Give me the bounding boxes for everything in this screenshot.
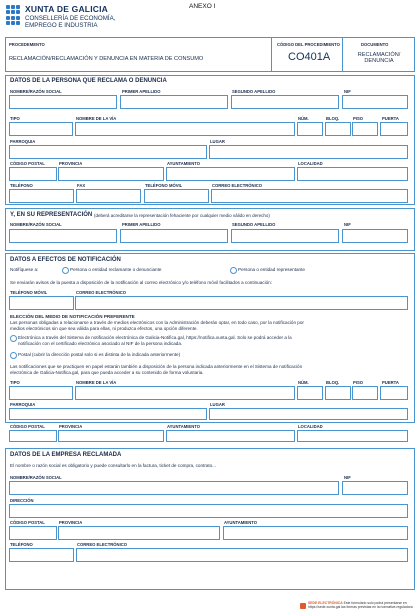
label-council: AYUNTAMIENTO xyxy=(167,161,200,166)
notif-label-door: PUERTA xyxy=(382,380,399,385)
rep-surname2-field[interactable] xyxy=(231,229,339,243)
xunta-logo-icon xyxy=(6,5,21,25)
company-label-address: DIRECCIÓN xyxy=(10,498,34,503)
radio-claimant[interactable] xyxy=(62,267,69,274)
claimant-name-field[interactable] xyxy=(9,95,117,109)
notif-street-field[interactable] xyxy=(75,386,295,400)
notif-email-label: CORREO ELECTRÓNICO xyxy=(76,290,127,295)
company-label-phone: TELÉFONO xyxy=(10,542,33,547)
department-name xyxy=(25,15,115,29)
claimant-province-field[interactable] xyxy=(58,167,164,181)
electronic-text-2: notificación con el certificado electrónico asociado al NIF de la persona indicada. xyxy=(18,341,183,346)
company-address-field[interactable] xyxy=(9,504,408,518)
label-province: PROVINCIA xyxy=(59,161,83,166)
notif-num-field[interactable] xyxy=(297,386,323,400)
label-block: BLOQ. xyxy=(326,116,340,121)
company-name-field[interactable] xyxy=(9,481,339,495)
claimant-num-field[interactable] xyxy=(297,122,323,136)
notif-council-field[interactable] xyxy=(166,430,295,442)
brand-name: XUNTA DE GALICIA xyxy=(25,4,109,14)
electronic-text-1: Electrónica a través del Sistema de notificación electrónica de Galicia-Notifica.gal, https://notifica.xunta.gal. Solo se podrá acceder a la xyxy=(18,335,292,340)
label-postal: CÓDIGO POSTAL xyxy=(10,161,45,166)
notif-place-field[interactable] xyxy=(209,408,408,420)
notif-label-province: PROVINCIA xyxy=(59,424,83,429)
notif-label-type: TIPO xyxy=(10,380,20,385)
notif-label-block: BLOQ. xyxy=(326,380,340,385)
company-province-field[interactable] xyxy=(58,526,220,540)
footer-line-2: https://sede.xunta.gal las formas previstas en la normativa reguladora xyxy=(308,605,413,609)
label-place: LUGAR xyxy=(210,139,225,144)
claimant-surname2-field[interactable] xyxy=(231,95,339,109)
document-type xyxy=(350,52,408,64)
notif-label-parish: PARROQUIA xyxy=(10,402,36,407)
label-mobile: TELÉFONO MÓVIL xyxy=(145,183,183,188)
choice-text-1: Las personas obligadas a relacionarse a través de medios electrónicos con la Administración deberán optar, en todo caso, por la notificación por xyxy=(10,320,304,325)
company-label-nif: NIF xyxy=(344,475,351,480)
procedure-title: RECLAMACIÓN/RECLAMACIÓN Y DENUNCIA EN MATERIA DE CONSUMO xyxy=(9,56,204,62)
claimant-door-field[interactable] xyxy=(380,122,408,136)
notif-label-postal: CÓDIGO POSTAL xyxy=(10,424,45,429)
info-text-2: electrónica de Galicia-Notifica.gal, para que pueda acceder a su contenido de forma voluntaria. xyxy=(10,370,204,375)
claimant-mobile-field[interactable] xyxy=(144,189,209,203)
rep-label-name: NOMBRE/RAZÓN SOCIAL xyxy=(10,222,62,227)
company-nif-field[interactable] xyxy=(342,481,408,495)
radio-claimant-label: Persona o entidad reclamante o denunciante xyxy=(70,267,162,272)
annex-label: ANEXO I xyxy=(189,3,216,10)
label-nif: NIF xyxy=(344,89,351,94)
label-street: NOMBRE DE LA VÍA xyxy=(76,116,117,121)
label-parish: PARROQUIA xyxy=(10,139,36,144)
rep-name-field[interactable] xyxy=(9,229,117,243)
label-surname1: PRIMER APELLIDO xyxy=(122,89,161,94)
postal-option-text: Postal (cubrir la dirección postal solo si es distinta de la indicada anteriormente) xyxy=(18,352,181,357)
claimant-street-field[interactable] xyxy=(75,122,295,136)
procedure-code-label: CÓDIGO DEL PROCEDIMIENTO xyxy=(277,42,340,47)
notif-parish-field[interactable] xyxy=(9,408,207,420)
company-label-email: CORREO ELECTRÓNICO xyxy=(77,542,128,547)
notif-type-field[interactable] xyxy=(9,386,73,400)
notif-locality-field[interactable] xyxy=(297,430,408,442)
company-label-province: PROVINCIA xyxy=(59,520,83,525)
choice-text-2: medios electrónicos sin que sea válida para ellas, ni produzca efectos, una opción diferente. xyxy=(10,326,198,331)
label-door: PUERTA xyxy=(382,116,399,121)
radio-electronic[interactable] xyxy=(10,335,17,342)
rep-surname1-field[interactable] xyxy=(120,229,228,243)
claimant-surname1-field[interactable] xyxy=(120,95,228,109)
notif-label-locality: LOCALIDAD xyxy=(298,424,323,429)
radio-representative-label: Persona o entidad representante xyxy=(238,267,305,272)
notif-door-field[interactable] xyxy=(380,386,408,400)
document-type-line-2: DENUNCIA xyxy=(364,58,394,64)
claimant-type-field[interactable] xyxy=(9,122,73,136)
rep-label-nif: NIF xyxy=(344,222,351,227)
notif-province-field[interactable] xyxy=(58,430,164,442)
document-label: DOCUMENTO xyxy=(361,42,389,47)
department-line-1: CONSELLERÍA DE ECONOMÍA, xyxy=(25,15,116,22)
rep-label-surname1: PRIMER APELLIDO xyxy=(122,222,161,227)
notif-mobile-field[interactable] xyxy=(9,296,74,310)
footer-text xyxy=(308,601,413,609)
label-fax: FAX xyxy=(77,183,86,188)
claimant-nif-field[interactable] xyxy=(342,95,408,109)
claimant-phone-field[interactable] xyxy=(9,189,74,203)
radio-postal[interactable] xyxy=(10,352,17,359)
company-label-name: NOMBRE/RAZÓN SOCIAL xyxy=(10,475,62,480)
notif-floor-field[interactable] xyxy=(352,386,378,400)
notif-block-field[interactable] xyxy=(325,386,351,400)
document-type-line-1: RECLAMACIÓN/ xyxy=(357,52,401,58)
claimant-section-title: DATOS DE LA PERSONA QUE RECLAMA O DENUNCIA xyxy=(10,78,167,84)
label-num: NÚM. xyxy=(298,116,309,121)
claimant-fax-field[interactable] xyxy=(76,189,141,203)
label-phone: TELÉFONO xyxy=(10,183,33,188)
notify-to-label: Notifíquese a: xyxy=(10,267,39,272)
notice-text: Se enviarán avisos de la puesta a disposición de la notificación al correo electrónico y/o teléfono móvil facilitados a continuación: xyxy=(10,280,272,285)
procedure-code: CO401A xyxy=(288,51,331,63)
company-section-title: DATOS DE LA EMPRESA RECLAMADA xyxy=(10,452,122,458)
company-label-council: AYUNTAMIENTO xyxy=(224,520,257,525)
company-council-field[interactable] xyxy=(223,526,408,540)
claimant-locality-field[interactable] xyxy=(297,167,408,181)
department-line-2: EMPREGO E INDUSTRIA xyxy=(25,22,98,29)
label-type: TIPO xyxy=(10,116,20,121)
notif-label-street: NOMBRE DE LA VÍA xyxy=(76,380,117,385)
claimant-block-field[interactable] xyxy=(325,122,351,136)
sede-electronica-icon xyxy=(300,603,306,609)
notif-mobile-label: TELÉFONO MÓVIL xyxy=(10,290,48,295)
company-phone-field[interactable] xyxy=(9,548,74,562)
representative-section-title: Y, EN SU REPRESENTACIÓN xyxy=(10,212,93,218)
claimant-council-field[interactable] xyxy=(166,167,295,181)
notif-label-floor: PISO xyxy=(353,380,364,385)
rep-label-surname2: SEGUNDO APELLIDO xyxy=(232,222,276,227)
footer-sede-label: SEDE ELECTRÓNICA xyxy=(308,601,343,605)
footer-line-1: Este formulario solo podrá presentarse en xyxy=(343,601,407,605)
notif-label-council: AYUNTAMIENTO xyxy=(167,424,200,429)
label-name: NOMBRE/RAZÓN SOCIAL xyxy=(10,89,62,94)
company-section xyxy=(5,448,415,590)
notification-section-title: DATOS A EFECTOS DE NOTIFICACIÓN xyxy=(10,257,121,263)
claimant-floor-field[interactable] xyxy=(352,122,378,136)
claimant-parish-field[interactable] xyxy=(9,145,207,159)
procedure-header xyxy=(5,37,415,72)
choice-title: ELECCIÓN DEL MEDIO DE NOTIFICACIÓN PREFERENTE xyxy=(10,314,135,319)
label-email: CORREO ELECTRÓNICO xyxy=(212,183,263,188)
claimant-postal-field[interactable] xyxy=(9,167,57,181)
claimant-place-field[interactable] xyxy=(209,145,408,159)
company-postal-field[interactable] xyxy=(9,526,57,540)
representative-note: (deberá acreditarse la representación fehaciente por cualquier medio válido en derecho) xyxy=(94,213,270,218)
notif-label-place: LUGAR xyxy=(210,402,225,407)
label-floor: PISO xyxy=(353,116,364,121)
notif-postal-field[interactable] xyxy=(9,430,57,442)
label-locality: LOCALIDAD xyxy=(298,161,323,166)
info-text-1: Las notificaciones que se practiquen en papel estarán también a disposición de la persona indicada anteriormente en el Sistema de notificación xyxy=(10,364,303,369)
radio-representative[interactable] xyxy=(230,267,237,274)
notif-email-field[interactable] xyxy=(75,296,408,310)
claimant-email-field[interactable] xyxy=(211,189,408,203)
notif-label-num: NÚM. xyxy=(298,380,309,385)
company-email-field[interactable] xyxy=(76,548,408,562)
company-note: El nombre o razón social es obligatorio y puede consultarlo en la factura, ticket de compra, contrato... xyxy=(10,463,217,468)
rep-nif-field[interactable] xyxy=(342,229,408,243)
label-surname2: SEGUNDO APELLIDO xyxy=(232,89,276,94)
procedure-label: PROCEDEMENTO xyxy=(9,42,45,47)
company-label-postal: CÓDIGO POSTAL xyxy=(10,520,45,525)
